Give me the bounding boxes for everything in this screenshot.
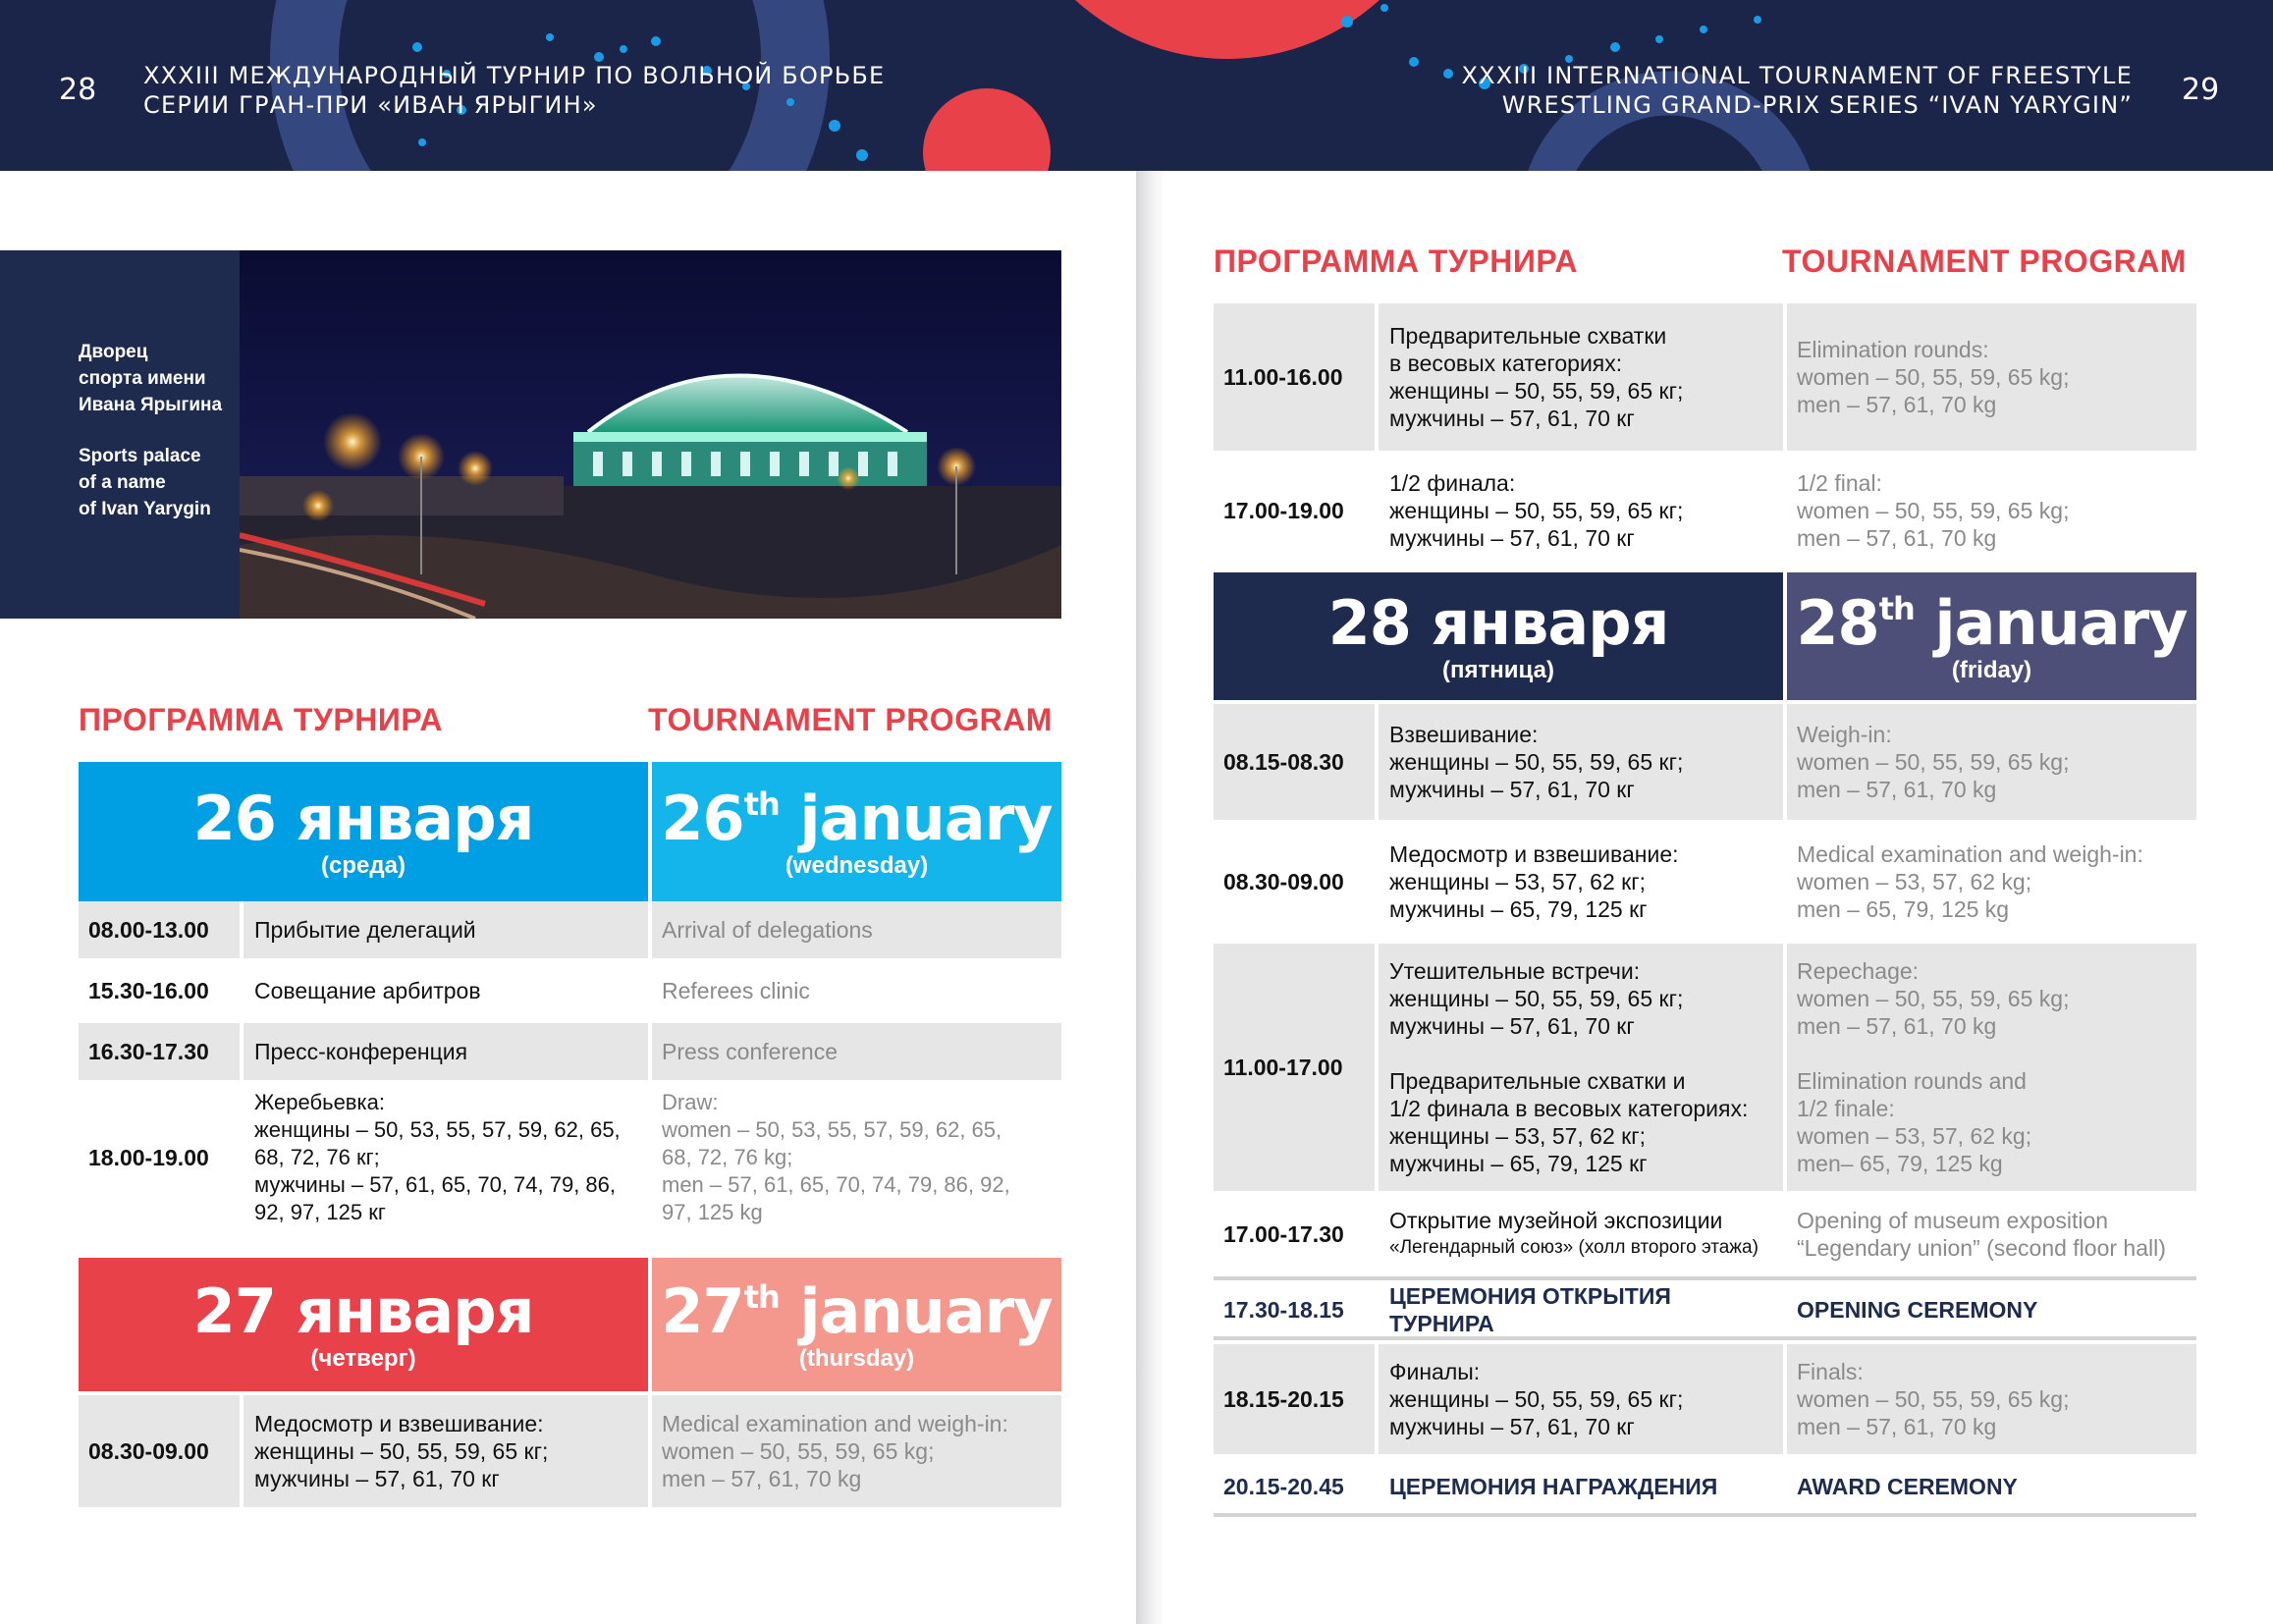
table-row bbox=[79, 1084, 1061, 1231]
header-title-en bbox=[1461, 61, 2133, 120]
event-ru-cell: Медосмотр и взвешивание: женщины – 50, 55, 59, 65 кг; мужчины – 57, 61, 70 кг bbox=[244, 1395, 648, 1507]
table-row bbox=[1214, 1344, 2196, 1454]
day-28-ru bbox=[1214, 572, 1783, 700]
event-en-cell: Weigh-in: women – 50, 55, 59, 65 kg; men – 57, 61, 70 kg bbox=[1787, 704, 2196, 820]
table-row bbox=[1214, 1195, 2196, 1273]
day-26-ru-weekday: (среда) bbox=[321, 852, 406, 879]
program-table-left bbox=[79, 762, 1061, 1512]
time-cell: 20.15-20.45 bbox=[1223, 1474, 1344, 1499]
header-band bbox=[0, 0, 2273, 171]
event-ru-cell: Предварительные схватки в весовых категориях: женщины – 50, 55, 59, 65 кг; мужчины – 57, 61, 70 кг bbox=[1379, 303, 1783, 451]
event-en-cell: AWARD CEREMONY bbox=[1797, 1474, 2018, 1499]
event-en-cell: Arrival of delegations bbox=[652, 901, 1061, 958]
day-26-en bbox=[652, 762, 1061, 901]
event-en-cell: Finals: women – 50, 55, 59, 65 kg; men – 57, 61, 70 kg bbox=[1787, 1344, 2196, 1454]
time-cell: 08.30-09.00 bbox=[1223, 869, 1344, 894]
day-27-ru-date: 27 января bbox=[192, 1275, 534, 1347]
sports-palace-photo-block bbox=[0, 250, 1061, 619]
day-26-en-month: january bbox=[779, 783, 1053, 854]
program-table-right bbox=[1214, 303, 2196, 1516]
day-27-ru-weekday: (четверг) bbox=[310, 1345, 416, 1372]
night-arena-image bbox=[240, 250, 1061, 619]
day-27-en-month: january bbox=[779, 1275, 1053, 1347]
event-ru-line2: «Легендарный союз» (холл второго этажа) bbox=[1389, 1237, 1759, 1258]
event-en-cell: Opening of museum exposition “Legendary union” (second floor hall) bbox=[1797, 1208, 2166, 1261]
time-cell: 08.30-09.00 bbox=[79, 1395, 240, 1507]
caption-ru-line3: Ивана Ярыгина bbox=[79, 395, 223, 415]
table-divider bbox=[1214, 1513, 2196, 1517]
day-26-ru-date: 26 января bbox=[192, 783, 534, 854]
event-en-cell: Repechage: women – 50, 55, 59, 65 kg; men – 57, 61, 70 kg Elimination rounds and 1/2 finale: women – 53, 57, 62 kg; men– 65, 79, 125 kg bbox=[1787, 944, 2196, 1191]
day-26-en-weekday: (wednesday) bbox=[785, 852, 929, 879]
event-ru-cell: Жеребьевка: женщины – 50, 53, 55, 57, 59, 62, 65, 68, 72, 76 кг; мужчины – 57, 61, 65, 70, 74, 79, 86, 92, 97, 125 кг bbox=[254, 1090, 621, 1224]
caption-en-line2: of a name bbox=[79, 472, 166, 493]
event-en-cell: Referees clinic bbox=[662, 978, 810, 1003]
table-divider bbox=[1214, 1336, 2196, 1340]
table-row bbox=[1214, 303, 2196, 451]
day-27-en bbox=[652, 1258, 1061, 1391]
time-cell: 11.00-17.00 bbox=[1214, 944, 1375, 1191]
table-row bbox=[1214, 455, 2196, 567]
time-cell: 18.15-20.15 bbox=[1214, 1344, 1375, 1454]
table-row bbox=[79, 962, 1061, 1019]
day-27-en-date bbox=[661, 1277, 1052, 1346]
event-ru-cell: ЦЕРЕМОНИЯ ОТКРЫТИЯ ТУРНИРА bbox=[1389, 1283, 1671, 1336]
day-header-28 bbox=[1214, 572, 2196, 700]
event-ru-cell: ЦЕРЕМОНИЯ НАГРАЖДЕНИЯ bbox=[1389, 1474, 1718, 1499]
event-en-cell: Press conference bbox=[652, 1023, 1061, 1080]
day-28-en-suffix: th bbox=[1878, 590, 1915, 627]
day-26-ru bbox=[79, 762, 648, 901]
day-26-en-date bbox=[661, 785, 1052, 853]
table-row bbox=[1214, 1460, 2196, 1513]
day-27-en-num: 27 bbox=[661, 1275, 744, 1347]
event-ru-line1: Открытие музейной экспозиции bbox=[1389, 1208, 1723, 1233]
event-ru-cell bbox=[1379, 1195, 1783, 1273]
header-title-en-line1: XXXIII INTERNATIONAL TOURNAMENT OF FREESTYLE bbox=[1461, 62, 2133, 89]
event-en-cell: Medical examination and weigh-in: women – 53, 57, 62 kg; men – 65, 79, 125 kg bbox=[1797, 841, 2143, 922]
caption-ru-line2: спорта имени bbox=[79, 368, 206, 389]
event-en-cell: Medical examination and weigh-in: women – 50, 55, 59, 65 kg; men – 57, 61, 70 kg bbox=[652, 1395, 1061, 1507]
table-row bbox=[1214, 944, 2196, 1191]
day-28-en-date bbox=[1796, 589, 2187, 658]
event-ru-cell: Утешительные встречи: женщины – 50, 55, 59, 65 кг; мужчины – 57, 61, 70 кг Предварительные схватки и 1/2 финала в весовых категориях: женщины – 53, 57, 62 кг; мужчины – 65, 79, 125 кг bbox=[1379, 944, 1783, 1191]
day-26-en-suffix: th bbox=[743, 785, 780, 823]
event-en-cell: Elimination rounds: women – 50, 55, 59, 65 kg; men – 57, 61, 70 kg bbox=[1787, 303, 2196, 451]
event-ru-cell: Совещание арбитров bbox=[254, 978, 481, 1003]
photo-caption bbox=[0, 250, 240, 619]
page-gutter bbox=[1136, 171, 1165, 1624]
program-title-en-right: TOURNAMENT PROGRAM bbox=[1782, 244, 2187, 279]
event-ru-cell: Взвешивание: женщины – 50, 55, 59, 65 кг; мужчины – 57, 61, 70 кг bbox=[1379, 704, 1783, 820]
time-cell: 17.30-18.15 bbox=[1223, 1297, 1344, 1323]
day-28-en-weekday: (friday) bbox=[1951, 657, 2032, 683]
event-ru-cell: Медосмотр и взвешивание: женщины – 53, 57, 62 кг; мужчины – 65, 79, 125 кг bbox=[1389, 841, 1679, 922]
header-title-ru bbox=[143, 61, 885, 120]
program-title-ru-right: ПРОГРАММА ТУРНИРА bbox=[1214, 244, 1578, 279]
day-header-27 bbox=[79, 1258, 1061, 1391]
time-cell: 17.00-19.00 bbox=[1223, 498, 1344, 523]
event-en-cell: Draw: women – 50, 53, 55, 57, 59, 62, 65, 68, 72, 76 kg; men – 57, 61, 65, 70, 74, 79, 86, 92, 97, 125 kg bbox=[662, 1090, 1010, 1224]
time-cell: 18.00-19.00 bbox=[88, 1145, 209, 1170]
table-row bbox=[79, 1395, 1061, 1507]
table-row bbox=[79, 1023, 1061, 1080]
day-28-en-month: january bbox=[1914, 587, 2188, 659]
header-title-ru-line2: СЕРИИ ГРАН-ПРИ «ИВАН ЯРЫГИН» bbox=[143, 91, 598, 119]
page-number-left: 28 bbox=[59, 73, 97, 107]
time-cell: 08.15-08.30 bbox=[1214, 704, 1375, 820]
time-cell: 08.00-13.00 bbox=[79, 901, 240, 958]
time-cell: 11.00-16.00 bbox=[1214, 303, 1375, 451]
table-row bbox=[79, 901, 1061, 958]
day-28-ru-weekday: (пятница) bbox=[1442, 657, 1554, 683]
caption-ru-line1: Дворец bbox=[79, 342, 148, 362]
header-title-ru-line1: XXXIII МЕЖДУНАРОДНЫЙ ТУРНИР ПО ВОЛЬНОЙ БОРЬБЕ bbox=[143, 62, 886, 89]
event-en-cell: 1/2 final: women – 50, 55, 59, 65 kg; men – 57, 61, 70 kg bbox=[1797, 470, 2070, 551]
event-ru-cell: 1/2 финала: женщины – 50, 55, 59, 65 кг; мужчины – 57, 61, 70 кг bbox=[1389, 470, 1684, 551]
day-27-en-weekday: (thursday) bbox=[798, 1345, 915, 1372]
day-28-ru-date: 28 января bbox=[1327, 587, 1669, 659]
day-28-en bbox=[1787, 572, 2196, 700]
event-ru-cell: Финалы: женщины – 50, 55, 59, 65 кг; мужчины – 57, 61, 70 кг bbox=[1379, 1344, 1783, 1454]
table-row bbox=[1214, 1283, 2196, 1336]
time-cell: 17.00-17.30 bbox=[1223, 1221, 1344, 1247]
header-title-en-line2: WRESTLING GRAND-PRIX SERIES “IVAN YARYGIN” bbox=[1501, 91, 2133, 119]
event-ru-cell: Прибытие делегаций bbox=[244, 901, 648, 958]
page-number-right: 29 bbox=[2182, 73, 2220, 107]
caption-en-line3: of Ivan Yarygin bbox=[79, 499, 211, 519]
day-27-en-suffix: th bbox=[743, 1278, 780, 1316]
table-row bbox=[1214, 704, 2196, 820]
day-28-en-num: 28 bbox=[1796, 587, 1879, 659]
event-ru-cell: Пресс-конференция bbox=[244, 1023, 648, 1080]
event-en-cell: OPENING CEREMONY bbox=[1797, 1297, 2038, 1323]
day-27-ru bbox=[79, 1258, 648, 1391]
day-26-en-num: 26 bbox=[661, 783, 744, 854]
table-row bbox=[1214, 824, 2196, 940]
table-divider bbox=[1214, 1276, 2196, 1280]
caption-en-line1: Sports palace bbox=[79, 446, 201, 466]
day-header-26 bbox=[79, 762, 1061, 901]
time-cell: 16.30-17.30 bbox=[79, 1023, 240, 1080]
time-cell: 15.30-16.00 bbox=[88, 978, 209, 1003]
program-title-en-left: TOURNAMENT PROGRAM bbox=[648, 702, 1053, 737]
program-title-ru-left: ПРОГРАММА ТУРНИРА bbox=[79, 702, 443, 737]
